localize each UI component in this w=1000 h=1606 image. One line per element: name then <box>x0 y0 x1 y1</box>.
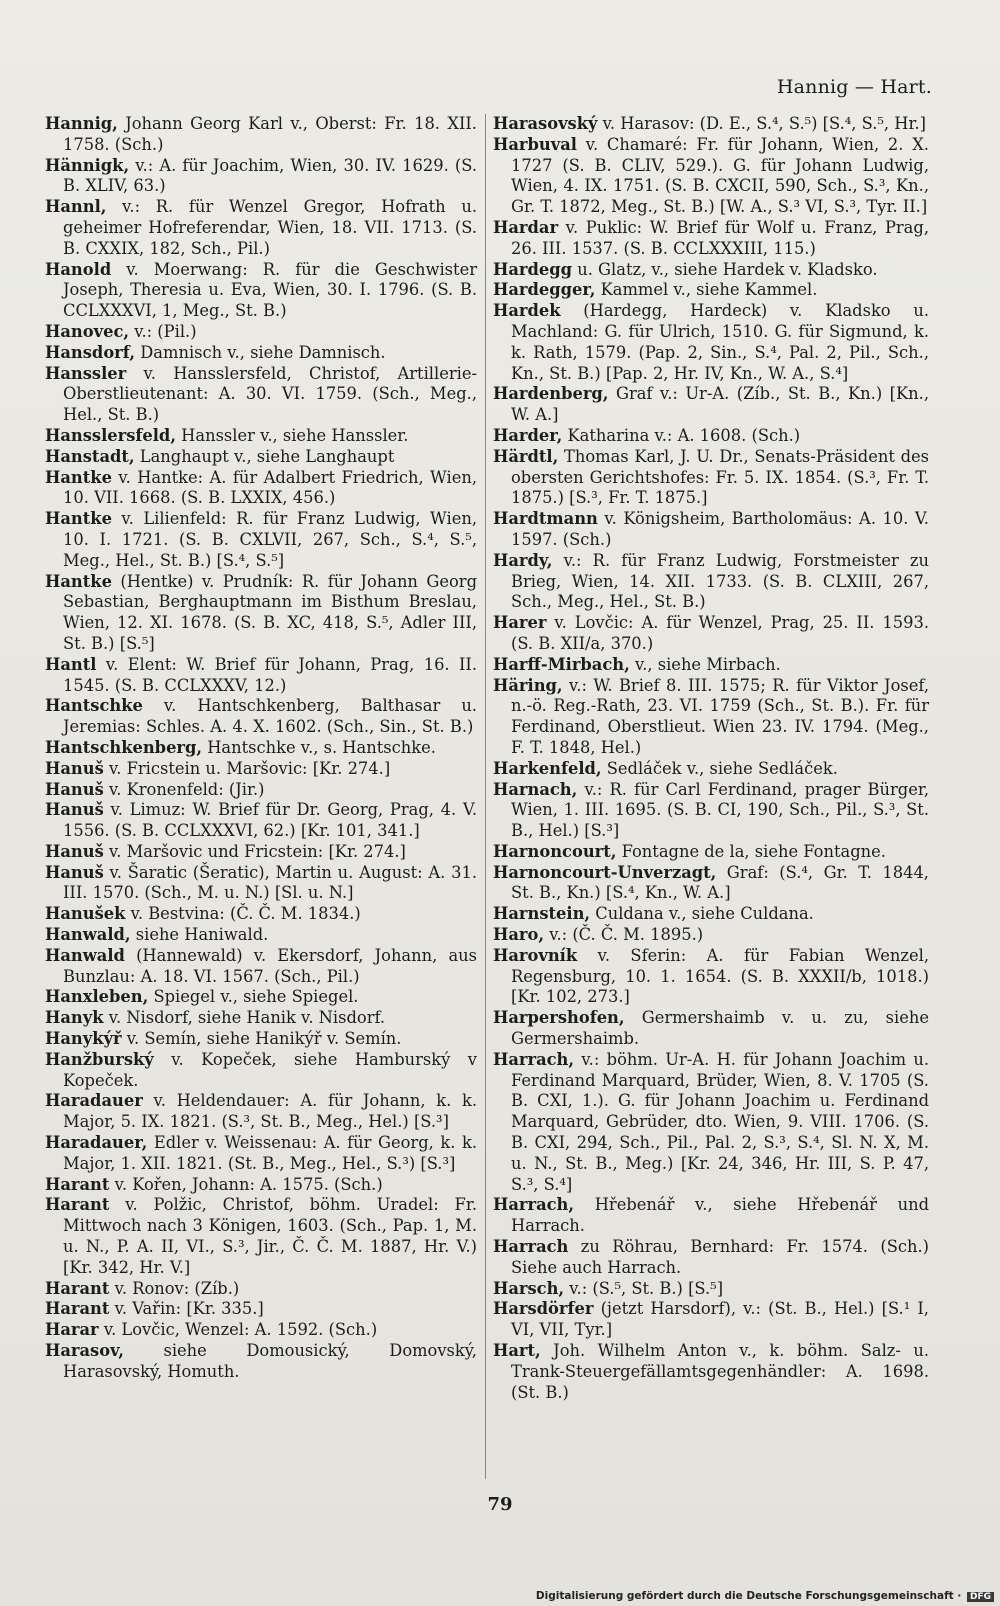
lexicon-entry <box>493 1195 929 1237</box>
entry-text: zu Röhrau, Bernhard: Fr. 1574. (Sch.) Siehe auch Harrach. <box>511 1237 929 1277</box>
lexicon-entry <box>45 780 477 801</box>
entry-text: v.: R. für Wenzel Gregor, Hofrath u. geheimer Hofreferendar, Wien, 18. VII. 1713. (S. B. CXXIX, 182, Sch., Pil.) <box>63 197 477 258</box>
lexicon-entry <box>45 800 477 842</box>
entry-text: v. Kopeček, siehe Hamburský v Kopeček. <box>63 1049 477 1090</box>
entry-text: Culdana v., siehe Culdana. <box>590 904 814 924</box>
entry-text: v.: (Č. Č. M. 1895.) <box>544 925 704 945</box>
entry-name: Hantke <box>45 571 112 591</box>
dfg-logo: DFG <box>967 1592 994 1602</box>
lexicon-entry <box>45 572 477 655</box>
entry-text: v. Chamaré: Fr. für Johann, Wien, 2. X. 1727 (S. B. CLIV, 529.). G. für Johann Ludwig, Wien, 4. IX. 1751. (S. B. CXCII, 590, Sch., S.³, Kn., Gr. T. 1872, Meg., St. B.) [W. A., S.³ VI, S.³, Tyr. II.] <box>511 134 929 217</box>
lexicon-entry <box>493 447 929 509</box>
lexicon-entry <box>45 655 477 697</box>
entry-text: Hanssler v., siehe Hanssler. <box>176 425 409 445</box>
entry-name: Hardy, <box>493 550 553 570</box>
entry-text: v.: (S.⁵, St. B.) [S.⁵] <box>564 1278 724 1298</box>
entry-text: v. Hansslersfeld, Christof, Artillerie-Oberstlieutenant: A. 30. VI. 1759. (Sch., Meg., Hel., St. B.) <box>63 363 477 425</box>
entry-text: Hantschke v., s. Hantschke. <box>202 737 436 757</box>
lexicon-entry <box>45 759 477 780</box>
lexicon-entry <box>45 925 477 946</box>
entry-name: Hanssler <box>45 363 127 383</box>
entry-text: v. Polžic, Christof, böhm. Uradel: Fr. Mittwoch nach 3 Königen, 1603. (Sch., Pap. 1, M. u. N., P. A. II, VI., S.³, Jir., Č. Č. M. 1887, Hr. V.) [Kr. 342, Hr. V.] <box>63 1195 477 1277</box>
lexicon-entry <box>45 364 477 426</box>
lexicon-entry <box>493 842 929 863</box>
lexicon-entry <box>45 904 477 925</box>
entry-name: Harkenfeld, <box>493 758 602 778</box>
lexicon-entry <box>493 655 929 676</box>
entry-name: Harnach, <box>493 779 578 799</box>
lexicon-entry <box>45 1050 477 1092</box>
entry-name: Häring, <box>493 675 563 695</box>
lexicon-entry <box>45 156 477 198</box>
lexicon-entry <box>493 613 929 655</box>
entry-text: v. Heldendauer: A. für Johann, k. k. Major, 5. IX. 1821. (S.³, St. B., Meg., Hel.) [S.³] <box>63 1091 477 1132</box>
lexicon-entry <box>493 218 929 260</box>
entry-text: siehe Haniwald. <box>130 925 269 945</box>
entry-text: v., siehe Mirbach. <box>629 654 781 674</box>
entry-text: v.: böhm. Ur-A. H. für Johann Joachim u. Ferdinand Marquard, Brüder, Wien, 8. V. 1705 (S. B. CXI, 1.). G. für Johann Joachim u. Ferdinand Marquard, Gebrüder, dto. Wien, 9. VIII. 1706. (S. B. CXI, 294, Sch., Pil., Pal. 2, S.³, S.⁴, Sl. N. X, M. u. N., St. B., Meg.) [Kr. 24, 346, Hr. III, S. P. 47, S.³, S.⁴] <box>511 1049 929 1194</box>
entry-text: Thomas Karl, J. U. Dr., Senats-Präsident des obersten Gerichtshofes: Fr. 5. IX. 1854. (S.³, Fr. T. 1875.) [S.³, Fr. T. 1875.] <box>511 446 929 508</box>
lexicon-entry <box>45 1133 477 1175</box>
entry-name: Harant <box>45 1299 110 1319</box>
lexicon-entry <box>493 904 929 925</box>
entry-name: Harff-Mirbach, <box>493 654 630 674</box>
entry-name: Haradauer, <box>45 1133 148 1153</box>
entry-name: Hardegg <box>493 259 573 279</box>
footer-text: Digitalisierung gefördert durch die Deutsche Forschungsgemeinschaft · <box>535 1590 962 1602</box>
entry-name: Hantschkenberg, <box>45 737 203 757</box>
entry-text: v. Kronenfeld: (Jir.) <box>103 779 265 799</box>
entry-text: v. Nisdorf, siehe Hanik v. Nisdorf. <box>103 1008 386 1028</box>
entry-name: Harbuval <box>493 134 577 154</box>
page-number: 79 <box>487 1494 513 1515</box>
lexicon-entry <box>45 696 477 738</box>
entry-text: Graf: (S.⁴, Gr. T. 1844, St. B., Kn.) [S.⁴, Kn., W. A.] <box>511 862 929 903</box>
entry-name: Harrach, <box>493 1049 575 1069</box>
entry-name: Harant <box>45 1195 110 1215</box>
lexicon-entry <box>45 1299 477 1320</box>
entry-text: v. Fricstein u. Maršovic: [Kr. 274.] <box>103 758 391 778</box>
lexicon-entry <box>493 384 929 426</box>
running-header: Hannig — Hart. <box>776 76 932 98</box>
entry-text: Johann Georg Karl v., Oberst: Fr. 18. XII. 1758. (Sch.) <box>63 114 477 154</box>
entry-text: v. Hantke: A. für Adalbert Friedrich, Wien, 10. VII. 1668. (S. B. LXXIX, 456.) <box>63 467 477 508</box>
entry-text: Katharina v.: A. 1608. (Sch.) <box>562 425 801 445</box>
lexicon-entry <box>45 1091 477 1133</box>
lexicon-entry <box>45 1195 477 1278</box>
entry-name: Hantke <box>45 509 112 529</box>
entry-name: Hannig, <box>45 114 118 133</box>
entry-name: Harder, <box>493 425 563 445</box>
lexicon-entry <box>45 114 477 156</box>
left-column <box>45 114 477 1383</box>
entry-name: Hanušek <box>45 904 126 924</box>
entry-text: Joh. Wilhelm Anton v., k. böhm. Salz- u. Trank-Steuergefällamtsgegenhändler: A. 1698. (St. B.) <box>511 1341 929 1402</box>
lexicon-entry <box>45 863 477 905</box>
lexicon-entry <box>45 447 477 468</box>
entry-text: v. Elent: W. Brief für Johann, Prag, 16. II. 1545. (S. B. CCLXXXV, 12.) <box>63 654 477 695</box>
entry-name: Haradauer <box>45 1091 143 1111</box>
entry-text: v. Harasov: (D. E., S.⁴, S.⁵) [S.⁴, S.⁵, Hr.] <box>597 114 926 133</box>
entry-text: v. Semín, siehe Hanikýř v. Semín. <box>121 1029 402 1049</box>
lexicon-entry <box>493 114 929 135</box>
entry-name: Hansdorf, <box>45 342 136 362</box>
lexicon-entry <box>45 426 477 447</box>
entry-name: Hanykýř <box>45 1029 122 1049</box>
entry-name: Hanuš <box>45 779 104 799</box>
entry-name: Hart, <box>493 1341 541 1361</box>
lexicon-entry <box>493 925 929 946</box>
lexicon-entry <box>45 946 477 988</box>
entry-text: v.: W. Brief 8. III. 1575; R. für Viktor Josef, n.-ö. Reg.-Rath, 23. VI. 1759 (Sch., St. B.). Fr. für Ferdinand, Oberstlieut. Wien 23. IV. 1794. (Meg., F. T. 1848, Hel.) <box>511 675 929 757</box>
entry-name: Hanxleben, <box>45 987 149 1007</box>
entry-name: Hardek <box>493 301 561 321</box>
entry-name: Hantschke <box>45 696 143 716</box>
entry-text: (jetzt Harsdorf), v.: (St. B., Hel.) [S.¹ I, VI, VII, Tyr.] <box>511 1299 929 1340</box>
entry-name: Harovník <box>493 945 578 965</box>
entry-name: Harant <box>45 1174 110 1194</box>
lexicon-entry <box>493 551 929 613</box>
lexicon-entry <box>45 1279 477 1300</box>
entry-name: Harer <box>493 613 547 633</box>
lexicon-entry <box>493 135 929 218</box>
lexicon-entry <box>493 1299 929 1341</box>
entry-name: Harrach, <box>493 1195 575 1215</box>
lexicon-entry <box>45 738 477 759</box>
entry-name: Hanuš <box>45 800 104 820</box>
entry-text: Damnisch v., siehe Damnisch. <box>135 342 386 362</box>
lexicon-entry <box>493 1008 929 1050</box>
lexicon-entry <box>493 863 929 905</box>
entry-text: v. Kořen, Johann: A. 1575. (Sch.) <box>109 1174 383 1194</box>
lexicon-entry <box>45 197 477 259</box>
entry-name: Hardtmann <box>493 509 598 529</box>
entry-text: Sedláček v., siehe Sedláček. <box>601 758 838 778</box>
entry-name: Harsch, <box>493 1278 565 1298</box>
entry-name: Hanuš <box>45 841 104 861</box>
entry-name: Hantl <box>45 654 97 674</box>
lexicon-entry <box>493 676 929 759</box>
entry-text: v. Bestvina: (Č. Č. M. 1834.) <box>125 904 361 924</box>
entry-text: Langhaupt v., siehe Langhaupt <box>134 446 395 466</box>
entry-text: Hřebenář v., siehe Hřebenář und Harrach. <box>511 1195 929 1236</box>
entry-text: Germershaimb v. u. zu, siehe Germershaimb. <box>511 1008 929 1049</box>
lexicon-entry <box>45 343 477 364</box>
entry-text: Kammel v., siehe Kammel. <box>595 280 818 300</box>
entry-text: v. Lovčic, Wenzel: A. 1592. (Sch.) <box>98 1320 378 1340</box>
entry-text: Fontagne de la, siehe Fontagne. <box>616 841 886 861</box>
entry-name: Hanwald, <box>45 925 131 945</box>
lexicon-entry <box>493 1237 929 1279</box>
lexicon-entry <box>45 260 477 322</box>
lexicon-entry <box>493 1341 929 1403</box>
funding-footer <box>536 1590 994 1602</box>
right-column <box>493 114 929 1403</box>
entry-text: v. Limuz: W. Brief für Dr. Georg, Prag, 4. V. 1556. (S. B. CCLXXXVI, 62.) [Kr. 101, 341.] <box>63 800 477 841</box>
lexicon-entry <box>45 987 477 1008</box>
entry-name: Harant <box>45 1278 110 1298</box>
lexicon-entry <box>493 301 929 384</box>
entry-name: Hännigk, <box>45 155 130 175</box>
lexicon-entry <box>45 842 477 863</box>
entry-name: Hardar <box>493 217 559 237</box>
entry-text: v. Puklic: W. Brief für Wolf u. Franz, Prag, 26. III. 1537. (S. B. CCLXXXIII, 115.) <box>511 217 929 258</box>
lexicon-entry <box>493 280 929 301</box>
entry-text: Spiegel v., siehe Spiegel. <box>148 987 359 1007</box>
lexicon-entry <box>493 260 929 281</box>
entry-name: Hansslersfeld, <box>45 425 176 445</box>
lexicon-entry <box>493 780 929 842</box>
entry-name: Harrach <box>493 1237 569 1257</box>
entry-text: v. Lilienfeld: R. für Franz Ludwig, Wien, 10. I. 1721. (S. B. CXLVII, 267, Sch., S.⁴, S.⁵, Meg., Hel., St. B.) [S.⁴, S.⁵] <box>63 509 477 570</box>
entry-name: Harsdörfer <box>493 1299 594 1319</box>
entry-name: Hanuš <box>45 862 104 882</box>
entry-text: v. Königsheim, Bartholomäus: A. 10. V. 1597. (Sch.) <box>511 509 929 549</box>
lexicon-entry <box>45 1175 477 1196</box>
entry-text: v.: R. für Franz Ludwig, Forstmeister zu Brieg, Wien, 14. XII. 1733. (S. B. CLXIII, 267, Sch., Meg., Hel., St. B.) <box>511 550 929 612</box>
entry-name: Harasovský <box>493 114 598 133</box>
entry-name: Harnoncourt-Unverzagt, <box>493 862 717 882</box>
entry-text: (Hentke) v. Prudník: R. für Johann Georg Sebastian, Berghauptmann im Bisthum Breslau, Wien, 12. XI. 1678. (S. B. XC, 418, S.⁵, Adler III, St. B.) [S.⁵] <box>63 571 477 653</box>
entry-name: Hanwald <box>45 945 125 965</box>
lexicon-entry <box>45 1320 477 1341</box>
entry-name: Hanuš <box>45 758 104 778</box>
entry-text: v. Moerwang: R. für die Geschwister Joseph, Theresia u. Eva, Wien, 30. I. 1796. (S. B. CCLXXXVI, 1, Meg., St. B.) <box>63 259 477 321</box>
entry-text: v.: (Pil.) <box>129 321 197 341</box>
entry-name: Hanovec, <box>45 321 130 341</box>
entry-text: v. Hantschkenberg, Balthasar u. Jeremias: Schles. A. 4. X. 1602. (Sch., Sin., St. B.) <box>63 696 477 737</box>
lexicon-entry <box>45 468 477 510</box>
entry-name: Harnstein, <box>493 904 591 924</box>
entry-text: v.: R. für Carl Ferdinand, prager Bürger, Wien, 1. III. 1695. (S. B. CI, 190, Sch., Pil., S.³, St. B., Hel.) [S.³] <box>511 779 929 841</box>
lexicon-entry <box>45 1341 477 1383</box>
entry-name: Harnoncourt, <box>493 841 617 861</box>
entry-text: v. Maršovic und Fricstein: [Kr. 274.] <box>103 841 406 861</box>
entry-text: v. Ronov: (Zíb.) <box>109 1278 240 1298</box>
entry-name: Härdtl, <box>493 446 559 466</box>
entry-text: (Hannewald) v. Ekersdorf, Johann, aus Bunzlau: A. 18. VI. 1567. (Sch., Pil.) <box>63 945 477 986</box>
lexicon-entry <box>493 946 929 1008</box>
lexicon-entry <box>45 1008 477 1029</box>
entry-name: Hannl, <box>45 197 107 217</box>
lexicon-entry <box>493 1279 929 1300</box>
entry-name: Harar <box>45 1320 99 1340</box>
entry-name: Hardegger, <box>493 280 596 300</box>
entry-text: u. Glatz, v., siehe Hardek v. Kladsko. <box>572 259 878 279</box>
lexicon-entry <box>493 426 929 447</box>
entry-text: v. Šaratic (Šeratic), Martin u. August: A. 31. III. 1570. (Sch., M. u. N.) [Sl. u. N.] <box>63 862 477 903</box>
lexicon-entry <box>45 322 477 343</box>
lexicon-entry <box>493 759 929 780</box>
entry-name: Hantke <box>45 467 112 487</box>
entry-name: Hanžburský <box>45 1049 154 1069</box>
entry-name: Hardenberg, <box>493 384 609 404</box>
lexicon-entry <box>45 509 477 571</box>
entry-text: v.: A. für Joachim, Wien, 30. IV. 1629. (S. B. XLIV, 63.) <box>63 155 477 196</box>
entry-text: (Hardegg, Hardeck) v. Kladsko u. Machland: G. für Ulrich, 1510. G. für Sigmund, k. k. Rath, 1579. (Pap. 2, Sin., S.⁴, Pal. 2, Pil., Sch., Kn., St. B.) [Pap. 2, Hr. IV, Kn., W. A., S.⁴] <box>511 301 929 383</box>
entry-name: Harasov, <box>45 1341 124 1361</box>
entry-text: Graf v.: Ur-A. (Zíb., St. B., Kn.) [Kn., W. A.] <box>511 384 929 425</box>
entry-text: v. Sferin: A. für Fabian Wenzel, Regensburg, 10. 1. 1654. (S. B. XXXII/b, 1018.) [Kr. 102, 273.] <box>511 945 929 1007</box>
entry-name: Hanstadt, <box>45 446 135 466</box>
entry-name: Haro, <box>493 925 545 945</box>
entry-name: Hanold <box>45 259 112 279</box>
lexicon-entry <box>493 1050 929 1196</box>
entry-text: Edler v. Weissenau: A. für Georg, k. k. Major, 1. XII. 1821. (St. B., Meg., Hel., S.³) [S.³] <box>63 1133 477 1173</box>
entry-text: v. Vařin: [Kr. 335.] <box>109 1299 264 1319</box>
entry-text: siehe Domousický, Domovský, Harasovský, Homuth. <box>63 1341 477 1381</box>
entry-text: v. Lovčic: A. für Wenzel, Prag, 25. II. 1593. (S. B. XII/a, 370.) <box>511 613 929 653</box>
lexicon-entry <box>493 509 929 551</box>
lexicon-entry <box>45 1029 477 1050</box>
entry-name: Hanyk <box>45 1008 104 1028</box>
entry-name: Harpershofen, <box>493 1008 625 1028</box>
